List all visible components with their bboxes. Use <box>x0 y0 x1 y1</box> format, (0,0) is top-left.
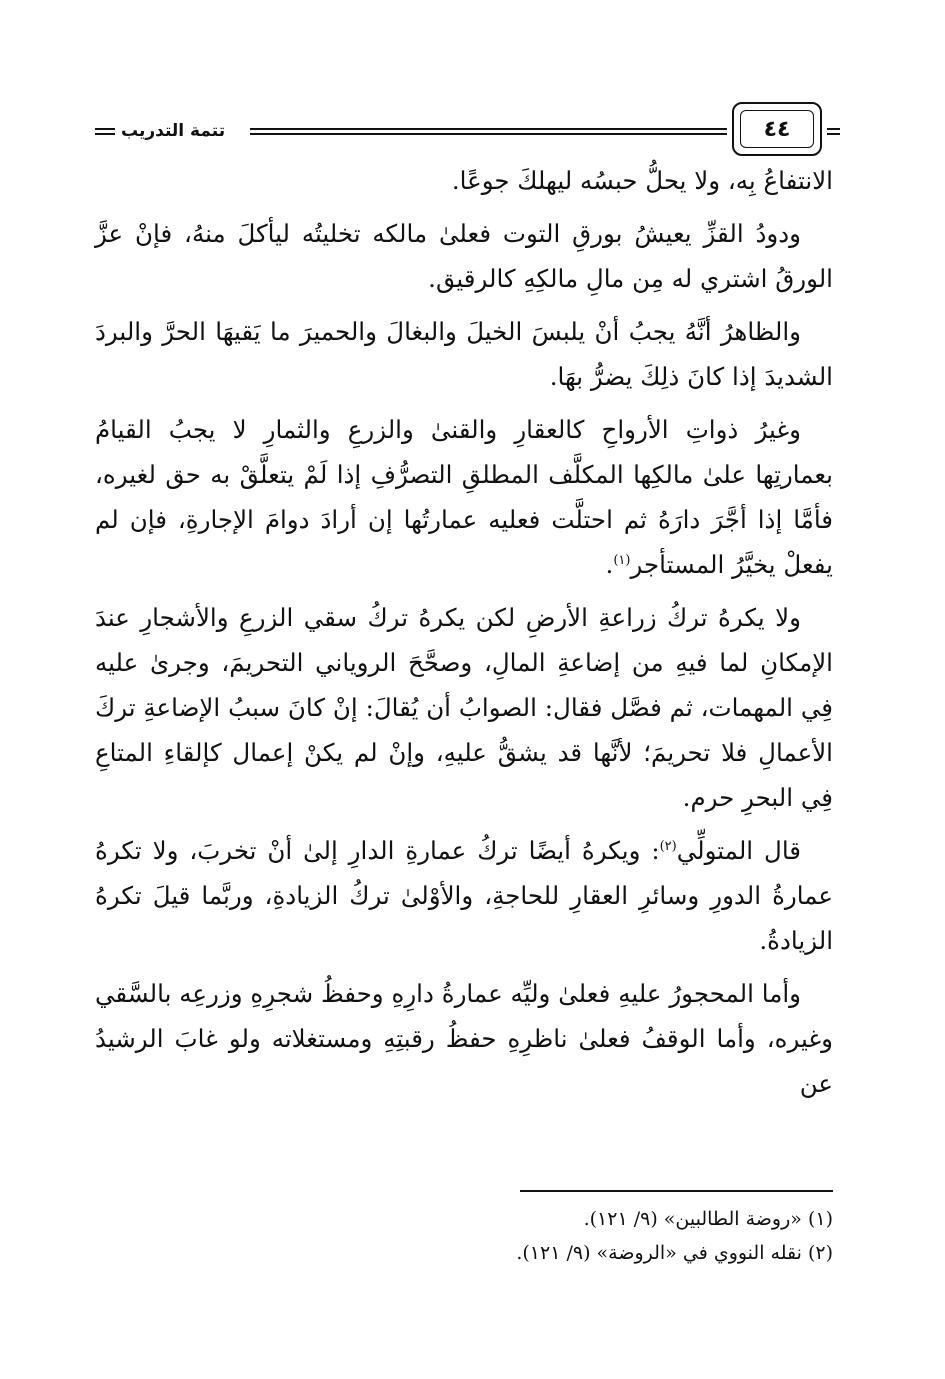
paragraph-7: وأما المحجورُ عليهِ فعلىٰ وليِّه عمارةُ دارِهِ وحفظُ شجرِهِ وزرعِه بالسَّقي وغيره، وأما الوقفُ فعلىٰ ناظرِهِ حفظُ رقبتِهِ ومستغلاته ولو غابَ الرشيدُ عن <box>95 979 833 1098</box>
page-number: ٤٤ <box>763 116 791 142</box>
footnote-2: (٢) نقله النووي في «الروضة» (٩/ ١٢١). <box>516 1242 833 1264</box>
paragraph-2: ودودُ القزِّ يعيشُ بورقِ التوت فعلىٰ مالكه تخليتُه ليأكلَ منهُ، فإنْ عزَّ الورقُ اشتري له مِن مالِ مالكِهِ كالرقيق. <box>95 219 833 293</box>
paragraph-6 <box>95 828 833 963</box>
paragraph-4-end: . <box>605 550 614 579</box>
page-header <box>95 102 840 158</box>
header-double-rule-short <box>827 128 840 135</box>
footnote-ref-1[interactable]: (١) <box>613 552 631 568</box>
paragraph-4 <box>95 407 833 587</box>
footnote-separator <box>520 1190 833 1192</box>
footnote-1: (١) «روضة الطالبين» (٩/ ١٢١). <box>583 1208 833 1230</box>
paragraph-6-start: قال المتولِّي <box>676 836 801 865</box>
paragraph-3: والظاهرُ أنَّهُ يجبُ أنْ يلبسَ الخيلَ والبغالَ والحميرَ ما يَقيهَا الحرَّ والبردَ الشديدَ إذا كانَ ذلِكَ يضرُّ بهَا. <box>95 317 833 391</box>
paragraph-5: ولا يكرهُ تركُ زراعةِ الأرضِ لكن يكرهُ تركُ سقي الزرعِ والأشجارِ عندَ الإمكانِ لما فيهِ من إضاعةِ المالِ، وصحَّحَ الروياني التحريمَ، وجرىٰ عليه فِي المهمات، ثم فصَّل فقال: الصوابُ أن يُقالَ: إنْ كانَ سببُ الإضاعةِ تركَ الأعمالِ فلا تحريمَ؛ لأنَّها قد يشقُّ عليهِ، وإنْ لم يكنْ إعمال كإلقاءِ المتاعِ فِي البحرِ حرم. <box>95 603 833 812</box>
header-double-rule <box>250 128 727 135</box>
paragraph-1: الانتفاعُ بِه، ولا يحلُّ حبسُه ليهلكَ جوعًا. <box>451 166 833 195</box>
footnote-ref-2[interactable]: (٢) <box>659 838 677 854</box>
paragraph-4-text: وغيرُ ذواتِ الأرواحِ كالعقارِ والقنىٰ والزرعِ والثمارِ لا يجبُ القيامُ بعمارتِها علىٰ مالكِها المكلَّف المطلقِ التصرُّفِ إذا لَمْ يتعلَّقْ به حق لغيره، فأمَّا إذا أجَّرَ دارَهُ ثم احتلَّت فعليه عمارتُها إن أرادَ دوامَ الإجارةِ، فإن لم يفعلْ يخيَّرُ المستأجر <box>95 415 833 579</box>
running-title <box>95 118 240 144</box>
title-dash-ornament <box>95 128 115 135</box>
main-text <box>95 158 833 1114</box>
running-title-text: تتمة التدريب <box>121 121 226 141</box>
paragraph-6-rest: : ويكرهُ أيضًا تركُ عمارةِ الدارِ إلىٰ أنْ تخربَ، ولا تكرهُ عمارةُ الدورِ وسائرِ العقارِ للحاجةِ، والأوْلىٰ تركُ الزيادةِ، وربَّما قيلَ تكرهُ الزيادةُ. <box>95 836 833 955</box>
footnotes <box>95 1202 833 1270</box>
page-number-frame <box>732 102 822 156</box>
